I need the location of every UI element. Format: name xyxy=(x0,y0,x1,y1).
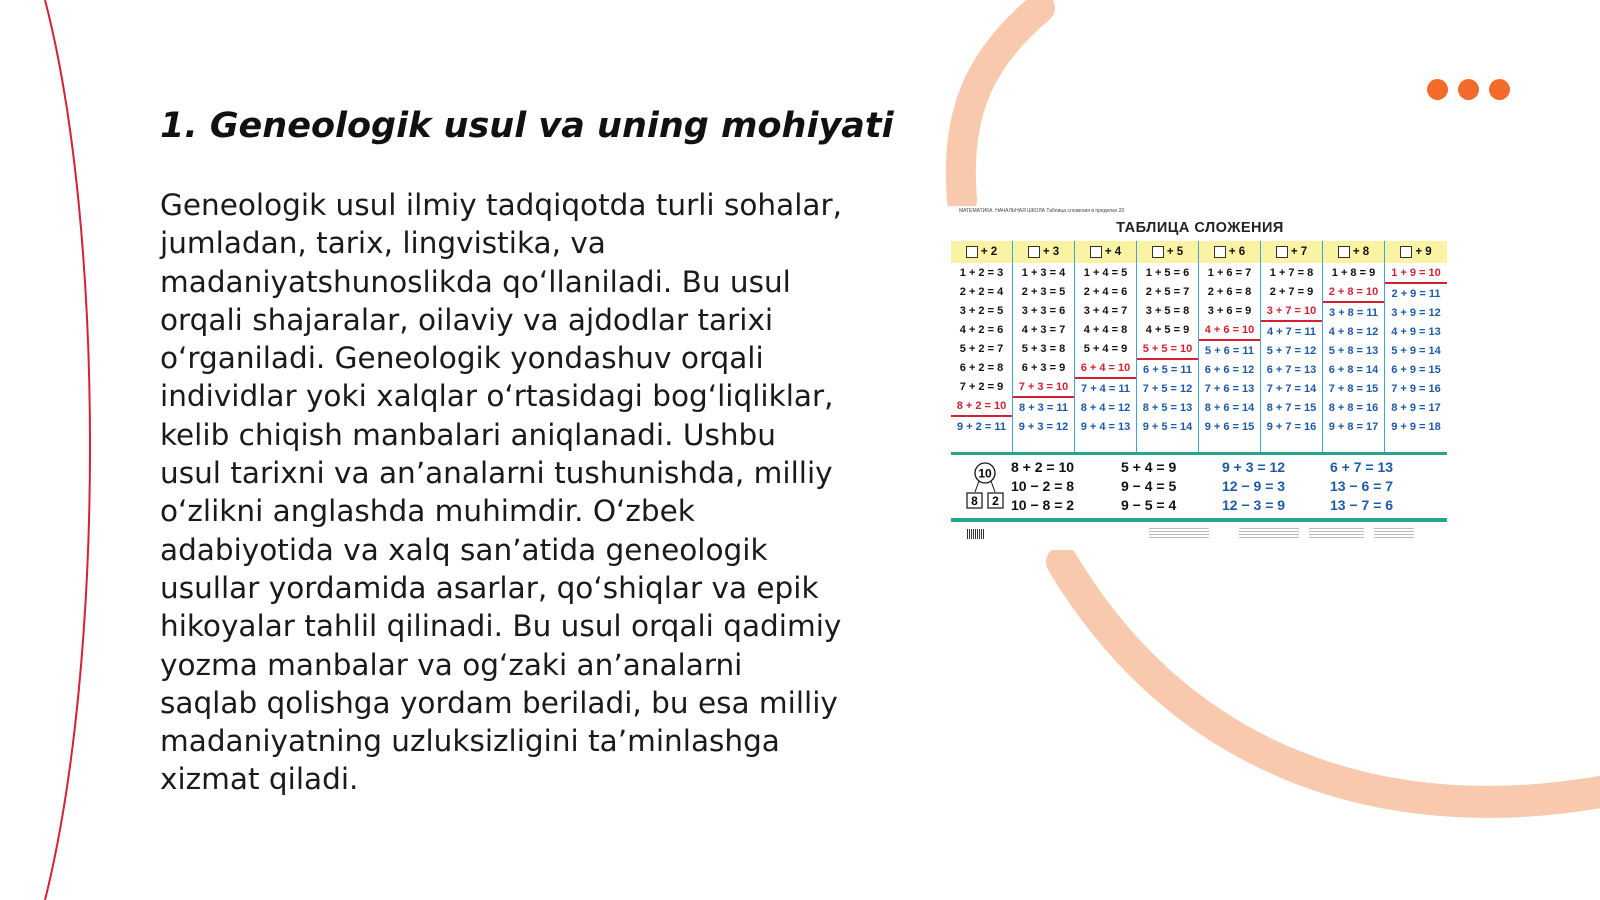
equation-text: 3 + 4 = 7 xyxy=(1083,304,1128,317)
table-column xyxy=(1075,241,1137,452)
equation-text: 8 + 6 = 14 xyxy=(1204,401,1255,414)
addition-grid xyxy=(951,241,1447,455)
equation-text: 8 + 3 = 11 xyxy=(1019,401,1068,414)
equation-text: 2 + 8 = 10 xyxy=(1328,285,1379,298)
example-equation: 8 + 2 = 10 xyxy=(1011,459,1075,475)
equation-text: 1 + 5 = 6 xyxy=(1145,266,1190,279)
equation-text: 1 + 9 = 10 xyxy=(1391,266,1441,279)
table-cell xyxy=(951,339,1012,358)
table-cell xyxy=(951,377,1012,396)
equation-text: 7 + 3 = 10 xyxy=(1018,380,1069,393)
equation-text: 4 + 8 = 12 xyxy=(1328,325,1379,338)
equation-text: 6 + 8 = 14 xyxy=(1328,363,1379,376)
blank-box-icon xyxy=(1028,246,1040,258)
table-cell xyxy=(1323,341,1384,360)
equation-text: 6 + 4 = 10 xyxy=(1080,361,1131,374)
decomp-line-right xyxy=(991,481,995,492)
example-equation: 13 − 6 = 7 xyxy=(1330,478,1394,494)
equation-text: 1 + 8 = 9 xyxy=(1331,266,1376,279)
table-cell xyxy=(1137,360,1198,379)
column-header-label: + 8 xyxy=(1352,246,1370,258)
decomp-part-a: 8 xyxy=(971,494,978,508)
equation-text: 5 + 6 = 11 xyxy=(1205,344,1254,357)
example-equation: 12 − 3 = 9 xyxy=(1222,497,1286,513)
example-equation: 5 + 4 = 9 xyxy=(1121,459,1177,475)
equation-text: 2 + 4 = 6 xyxy=(1083,285,1128,298)
table-cell xyxy=(1385,284,1447,303)
column-header-label: + 6 xyxy=(1228,246,1246,258)
equation-text: 9 + 6 = 15 xyxy=(1204,420,1255,433)
table-cell xyxy=(1323,360,1384,379)
table-cell xyxy=(1013,263,1074,282)
equation-text: 8 + 4 = 12 xyxy=(1080,401,1131,414)
example-equation: 12 − 9 = 3 xyxy=(1222,478,1286,494)
equation-text: 5 + 9 = 14 xyxy=(1391,344,1441,357)
table-cell xyxy=(1323,282,1384,303)
equation-text: 5 + 5 = 10 xyxy=(1142,342,1193,355)
equation-text: 7 + 4 = 11 xyxy=(1081,382,1130,395)
table-column xyxy=(1013,241,1075,452)
example-equation: 9 − 4 = 5 xyxy=(1121,478,1177,494)
table-cell xyxy=(1323,417,1384,436)
table-cell xyxy=(1323,303,1384,322)
dot-3 xyxy=(1489,79,1510,100)
table-cell xyxy=(1385,303,1447,322)
equation-text: 2 + 2 = 4 xyxy=(959,285,1004,298)
table-cell xyxy=(1075,301,1136,320)
table-cell xyxy=(1261,379,1322,398)
equation-text: 7 + 8 = 15 xyxy=(1328,382,1379,395)
equation-text: 1 + 6 = 7 xyxy=(1207,266,1252,279)
left-red-curve xyxy=(45,0,90,900)
equation-text: 3 + 7 = 10 xyxy=(1266,304,1317,317)
number-decomposition xyxy=(965,462,1005,516)
table-cell xyxy=(1261,417,1322,436)
blank-box-icon xyxy=(1090,246,1102,258)
table-column xyxy=(1323,241,1385,452)
table-cell xyxy=(1261,341,1322,360)
table-cell xyxy=(1137,301,1198,320)
decomp-line-left xyxy=(975,481,979,492)
addition-table-poster xyxy=(949,206,1451,550)
table-cell xyxy=(1199,320,1260,341)
blank-box-icon xyxy=(1276,246,1288,258)
table-column xyxy=(1137,241,1199,452)
equation-text: 6 + 6 = 12 xyxy=(1204,363,1255,376)
equation-text: 2 + 5 = 7 xyxy=(1145,285,1190,298)
column-header xyxy=(1385,241,1447,263)
table-cell xyxy=(1199,360,1260,379)
decomp-part-b: 2 xyxy=(992,494,999,508)
table-cell xyxy=(1075,282,1136,301)
table-cell xyxy=(1075,417,1136,436)
equation-text: 1 + 3 = 4 xyxy=(1021,266,1066,279)
poster-title: ТАБЛИЦА СЛОЖЕНИЯ xyxy=(1116,220,1284,236)
equation-text: 4 + 6 = 10 xyxy=(1204,323,1255,336)
table-cell xyxy=(1199,341,1260,360)
table-cell xyxy=(1075,358,1136,379)
table-cell xyxy=(1075,339,1136,358)
equation-text: 9 + 5 = 14 xyxy=(1142,420,1193,433)
equation-text: 7 + 5 = 12 xyxy=(1142,382,1193,395)
blank-box-icon xyxy=(1338,246,1350,258)
example-equation: 13 − 7 = 6 xyxy=(1330,497,1394,513)
table-cell xyxy=(951,396,1012,417)
table-cell xyxy=(1013,301,1074,320)
equation-text: 1 + 2 = 3 xyxy=(959,266,1004,279)
table-cell xyxy=(1385,322,1447,341)
table-cell xyxy=(1199,263,1260,282)
equation-text: 2 + 3 = 5 xyxy=(1021,285,1066,298)
table-column xyxy=(1199,241,1261,452)
table-cell xyxy=(1323,398,1384,417)
column-header xyxy=(1261,241,1322,263)
equation-text: 3 + 3 = 6 xyxy=(1021,304,1066,317)
table-cell xyxy=(1013,339,1074,358)
decomp-total: 10 xyxy=(978,466,992,481)
equation-text: 5 + 3 = 8 xyxy=(1021,342,1066,355)
column-header xyxy=(1137,241,1198,263)
example-equation: 10 − 2 = 8 xyxy=(1011,478,1075,494)
equation-text: 9 + 7 = 16 xyxy=(1266,420,1317,433)
equation-text: 8 + 8 = 16 xyxy=(1328,401,1379,414)
equation-text: 8 + 2 = 10 xyxy=(956,399,1007,412)
equation-text: 8 + 9 = 17 xyxy=(1391,401,1441,414)
imprint-block-1 xyxy=(1149,528,1209,538)
equation-text: 2 + 9 = 11 xyxy=(1391,287,1441,300)
table-column xyxy=(1385,241,1447,452)
slide-title: 1. Geneologik usul va uning mohiyati xyxy=(160,106,894,146)
table-cell xyxy=(951,320,1012,339)
equation-text: 6 + 7 = 13 xyxy=(1266,363,1317,376)
table-cell xyxy=(1137,339,1198,360)
equation-text: 9 + 2 = 11 xyxy=(957,420,1006,433)
equation-text: 4 + 9 = 13 xyxy=(1391,325,1441,338)
table-cell xyxy=(1323,263,1384,282)
table-cell xyxy=(951,301,1012,320)
slide-body-text: Geneologik usul ilmiy tadqiqotda turli sohalar, jumladan, tarix, lingvistika, va madaniyatshunoslikda qo‘llaniladi. Bu usul orqali shajaralar, oilaviy va ajdodlar tarixi o‘rganiladi. Geneologik yondashuv orqali individlar yoki xalqlar o‘rtasidagi bog‘liqliklar, kelib chiqish manbalari aniqlanadi. Ushbu usul tarixni va an’analarni tushunishda, milliy o‘zlikni anglashda muhimdir. O‘zbek adabiyotida va xalq san’atida geneologik usullar yordamida asarlar, qo‘shiqlar va epik hikoyalar tahlil qilinadi. Bu usul orqali qadimiy yozma manbalar va og‘zaki an’analarni saqlab qolishga yordam beriladi, bu esa milliy madaniyatning uzluksizligini ta’minlashga xizmat qiladi. xyxy=(160,188,842,797)
table-cell xyxy=(1137,417,1198,436)
table-cell xyxy=(1385,417,1447,436)
table-cell xyxy=(1137,320,1198,339)
blank-box-icon xyxy=(966,246,978,258)
table-cell xyxy=(951,358,1012,377)
table-cell xyxy=(1137,282,1198,301)
equation-text: 9 + 9 = 18 xyxy=(1391,420,1441,433)
column-header xyxy=(1199,241,1260,263)
table-cell xyxy=(1013,320,1074,339)
table-cell xyxy=(1385,360,1447,379)
table-cell xyxy=(951,263,1012,282)
table-cell xyxy=(951,282,1012,301)
poster-top-caption: МАТЕМАТИКА. НАЧАЛЬНАЯ ШКОЛА Таблица сложения в пределах 20 xyxy=(959,208,1125,214)
dot-2 xyxy=(1458,79,1479,100)
table-cell xyxy=(1075,398,1136,417)
imprint-block-4 xyxy=(1374,528,1414,538)
table-cell xyxy=(1013,377,1074,398)
equation-text: 9 + 3 = 12 xyxy=(1018,420,1069,433)
table-cell xyxy=(1261,301,1322,322)
equation-text: 8 + 7 = 15 xyxy=(1266,401,1317,414)
equation-text: 3 + 2 = 5 xyxy=(959,304,1004,317)
table-cell xyxy=(1199,398,1260,417)
table-column xyxy=(951,241,1013,452)
equation-text: 4 + 2 = 6 xyxy=(959,323,1004,336)
table-cell xyxy=(1013,282,1074,301)
poster-green-rule xyxy=(951,518,1447,522)
table-cell xyxy=(1261,263,1322,282)
table-cell xyxy=(1013,358,1074,377)
equation-text: 4 + 3 = 7 xyxy=(1021,323,1066,336)
equation-text: 1 + 7 = 8 xyxy=(1269,266,1314,279)
equation-text: 4 + 5 = 9 xyxy=(1145,323,1190,336)
column-header xyxy=(951,241,1012,263)
equation-text: 2 + 6 = 8 xyxy=(1207,285,1252,298)
table-cell xyxy=(1013,417,1074,436)
table-cell xyxy=(1137,379,1198,398)
equation-text: 6 + 3 = 9 xyxy=(1021,361,1066,374)
blank-box-icon xyxy=(1400,246,1412,258)
equation-text: 7 + 9 = 16 xyxy=(1391,382,1441,395)
table-cell xyxy=(1199,379,1260,398)
orange-arc-bottom xyxy=(1062,562,1600,802)
table-cell xyxy=(1323,379,1384,398)
dot-1 xyxy=(1427,79,1448,100)
equation-text: 8 + 5 = 13 xyxy=(1142,401,1193,414)
table-cell xyxy=(1385,379,1447,398)
table-cell xyxy=(1013,398,1074,417)
equation-text: 2 + 7 = 9 xyxy=(1269,285,1314,298)
column-header-label: + 3 xyxy=(1042,246,1060,258)
table-cell xyxy=(1261,398,1322,417)
table-cell xyxy=(1199,417,1260,436)
equation-text: 5 + 7 = 12 xyxy=(1266,344,1317,357)
orange-arc-top xyxy=(961,8,1040,200)
equation-text: 3 + 6 = 9 xyxy=(1207,304,1252,317)
table-cell xyxy=(1261,282,1322,301)
column-header xyxy=(1075,241,1136,263)
column-header-label: + 2 xyxy=(980,246,998,258)
imprint-block-2 xyxy=(1239,528,1299,538)
table-cell xyxy=(1075,379,1136,398)
equation-text: 4 + 4 = 8 xyxy=(1083,323,1128,336)
column-header xyxy=(1323,241,1384,263)
table-column xyxy=(1261,241,1323,452)
table-cell xyxy=(1199,282,1260,301)
table-cell xyxy=(1199,301,1260,320)
equation-text: 5 + 2 = 7 xyxy=(959,342,1004,355)
equation-text: 7 + 7 = 14 xyxy=(1266,382,1317,395)
table-cell xyxy=(1137,263,1198,282)
table-cell xyxy=(1385,398,1447,417)
table-cell xyxy=(1261,360,1322,379)
column-header-label: + 7 xyxy=(1290,246,1308,258)
blank-box-icon xyxy=(1214,246,1226,258)
table-cell xyxy=(1385,341,1447,360)
column-header-label: + 5 xyxy=(1166,246,1184,258)
equation-text: 9 + 4 = 13 xyxy=(1080,420,1131,433)
imprint-block-3 xyxy=(1309,528,1364,538)
equation-text: 3 + 9 = 12 xyxy=(1391,306,1441,319)
equation-text: 7 + 2 = 9 xyxy=(959,380,1004,393)
barcode-icon xyxy=(967,529,985,539)
equation-text: 5 + 8 = 13 xyxy=(1328,344,1379,357)
example-equation: 10 − 8 = 2 xyxy=(1011,497,1075,513)
table-cell xyxy=(1261,322,1322,341)
table-cell xyxy=(951,417,1012,436)
example-equation: 9 + 3 = 12 xyxy=(1222,459,1286,475)
table-cell xyxy=(1075,263,1136,282)
column-header xyxy=(1013,241,1074,263)
equation-text: 4 + 7 = 11 xyxy=(1267,325,1316,338)
equation-text: 9 + 8 = 17 xyxy=(1328,420,1379,433)
blank-box-icon xyxy=(1152,246,1164,258)
table-cell xyxy=(1385,263,1447,284)
equation-text: 3 + 8 = 11 xyxy=(1329,306,1378,319)
table-cell xyxy=(1323,322,1384,341)
example-equation: 6 + 7 = 13 xyxy=(1330,459,1394,475)
equation-text: 1 + 4 = 5 xyxy=(1083,266,1128,279)
equation-text: 6 + 2 = 8 xyxy=(959,361,1004,374)
poster-examples xyxy=(949,456,1451,522)
column-header-label: + 9 xyxy=(1415,246,1432,258)
table-cell xyxy=(1075,320,1136,339)
equation-text: 5 + 4 = 9 xyxy=(1083,342,1128,355)
equation-text: 6 + 5 = 11 xyxy=(1143,363,1192,376)
three-dots-icon xyxy=(1427,79,1510,100)
example-equation: 9 − 5 = 4 xyxy=(1121,497,1177,513)
equation-text: 7 + 6 = 13 xyxy=(1204,382,1255,395)
column-header-label: + 4 xyxy=(1104,246,1122,258)
equation-text: 3 + 5 = 8 xyxy=(1145,304,1190,317)
table-cell xyxy=(1137,398,1198,417)
equation-text: 6 + 9 = 15 xyxy=(1391,363,1441,376)
